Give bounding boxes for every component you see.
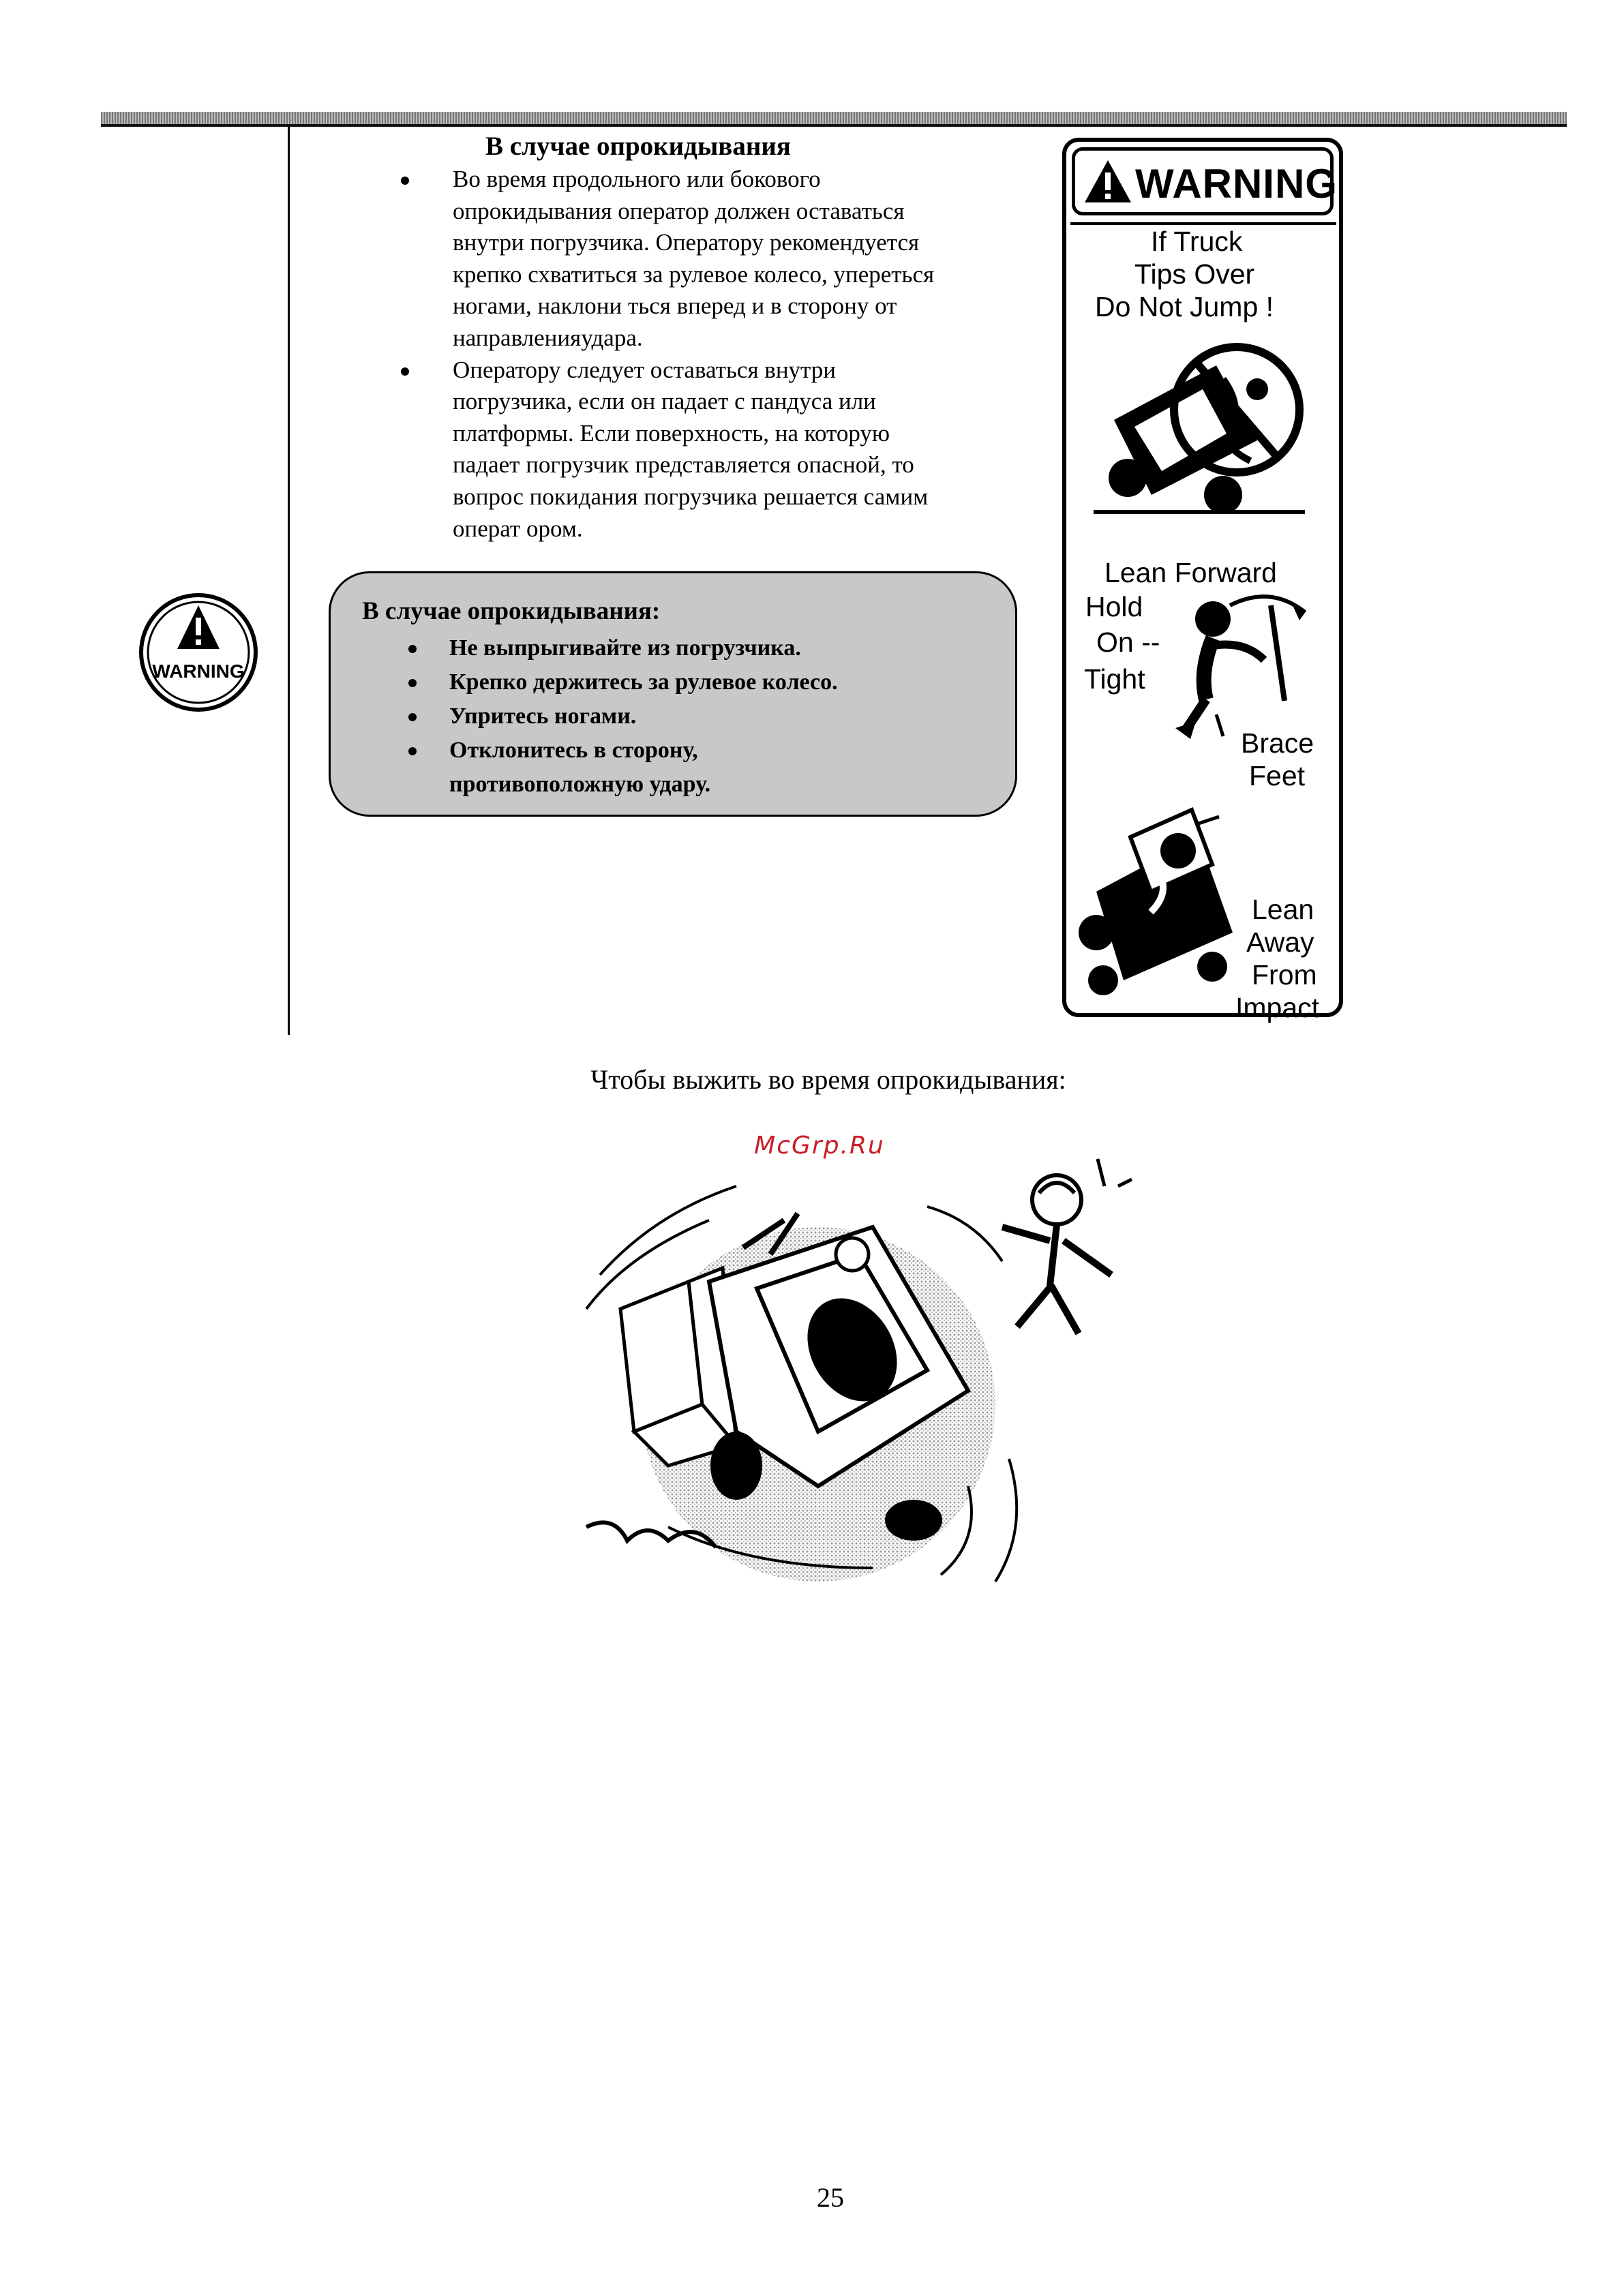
callout-line: Отклонитесь в сторону,	[449, 738, 698, 763]
callout-line: противоположную удару.	[449, 772, 711, 797]
body-line: погрузчика, если он падает с пандуса или	[453, 388, 876, 415]
sticker-divider	[1070, 222, 1336, 225]
callout-item	[362, 631, 1015, 665]
warning-badge-icon	[138, 592, 259, 713]
margin-rule	[288, 127, 290, 1035]
sticker-text: Lean	[1252, 894, 1314, 925]
callout-line: Не выпрыгивайте из погрузчика.	[449, 635, 801, 661]
callout-item	[362, 699, 1015, 734]
brace-operator-icon	[1148, 578, 1319, 742]
callout-line: Крепко держитесь за рулевое колесо.	[449, 669, 838, 695]
warning-sticker	[1062, 138, 1343, 1023]
sticker-text: Tight	[1084, 663, 1145, 695]
body-line: операт ором.	[453, 515, 583, 542]
sticker-text: Brace	[1241, 727, 1314, 759]
body-line: направленияудара.	[453, 324, 643, 351]
body-line: Оператору следует оставаться внутри	[453, 356, 836, 383]
sticker-header-label: WARNING	[1135, 161, 1338, 207]
sticker-text: If Truck	[1151, 226, 1243, 257]
body-line: ногами, наклони ться вперед и в сторону от	[453, 292, 897, 320]
body-line: платформы. Если поверхность, на которую	[453, 419, 890, 447]
sticker-text: Feet	[1249, 760, 1306, 791]
callout-list	[362, 631, 1015, 802]
body-line: Во время продольного или бокового	[453, 166, 821, 192]
no-jump-icon	[1087, 324, 1319, 522]
body-paragraph	[394, 354, 1021, 545]
sticker-text: Impact	[1235, 992, 1320, 1023]
section-title: В случае опрокидывания	[485, 132, 791, 161]
warning-callout	[329, 571, 1017, 817]
sticker-header	[1072, 147, 1338, 215]
body-line: крепко схватиться за рулевое колесо, упереться	[453, 260, 935, 288]
sticker-text: Away	[1246, 926, 1314, 958]
lean-away-icon	[1076, 796, 1239, 1001]
page-number: 25	[817, 2182, 844, 2213]
forklift-tipover-illustration	[532, 1145, 1145, 1609]
warning-triangle-icon	[1083, 159, 1132, 204]
sticker-text: Lean Forward	[1104, 557, 1277, 588]
body-line: падает погрузчик представляется опасной, то	[453, 451, 914, 479]
watermark: McGrp.Ru	[754, 1132, 885, 1160]
sticker-text: From	[1252, 959, 1317, 991]
sticker-text: Do Not Jump !	[1095, 291, 1274, 322]
body-line: опрокидывания оператор должен оставаться	[453, 197, 905, 224]
warning-badge-label: WARNING	[152, 661, 245, 682]
figure-caption: Чтобы выжить во время опрокидывания:	[590, 1064, 1066, 1095]
sticker-text: Tips Over	[1134, 258, 1255, 290]
callout-item	[362, 734, 1015, 802]
callout-line: Упритесь ногами.	[449, 704, 637, 729]
body-line: внутри погрузчика. Оператору рекомендуется	[453, 229, 920, 256]
callout-title: В случае опрокидывания:	[362, 597, 661, 625]
body-paragraph	[394, 164, 1021, 354]
header-rule	[101, 112, 1567, 127]
body-list	[394, 164, 1021, 545]
sticker-text: Hold	[1085, 591, 1143, 622]
sticker-text: On --	[1096, 626, 1160, 658]
callout-item	[362, 665, 1015, 699]
body-line: вопрос покидания погрузчика решается самим	[453, 483, 929, 510]
